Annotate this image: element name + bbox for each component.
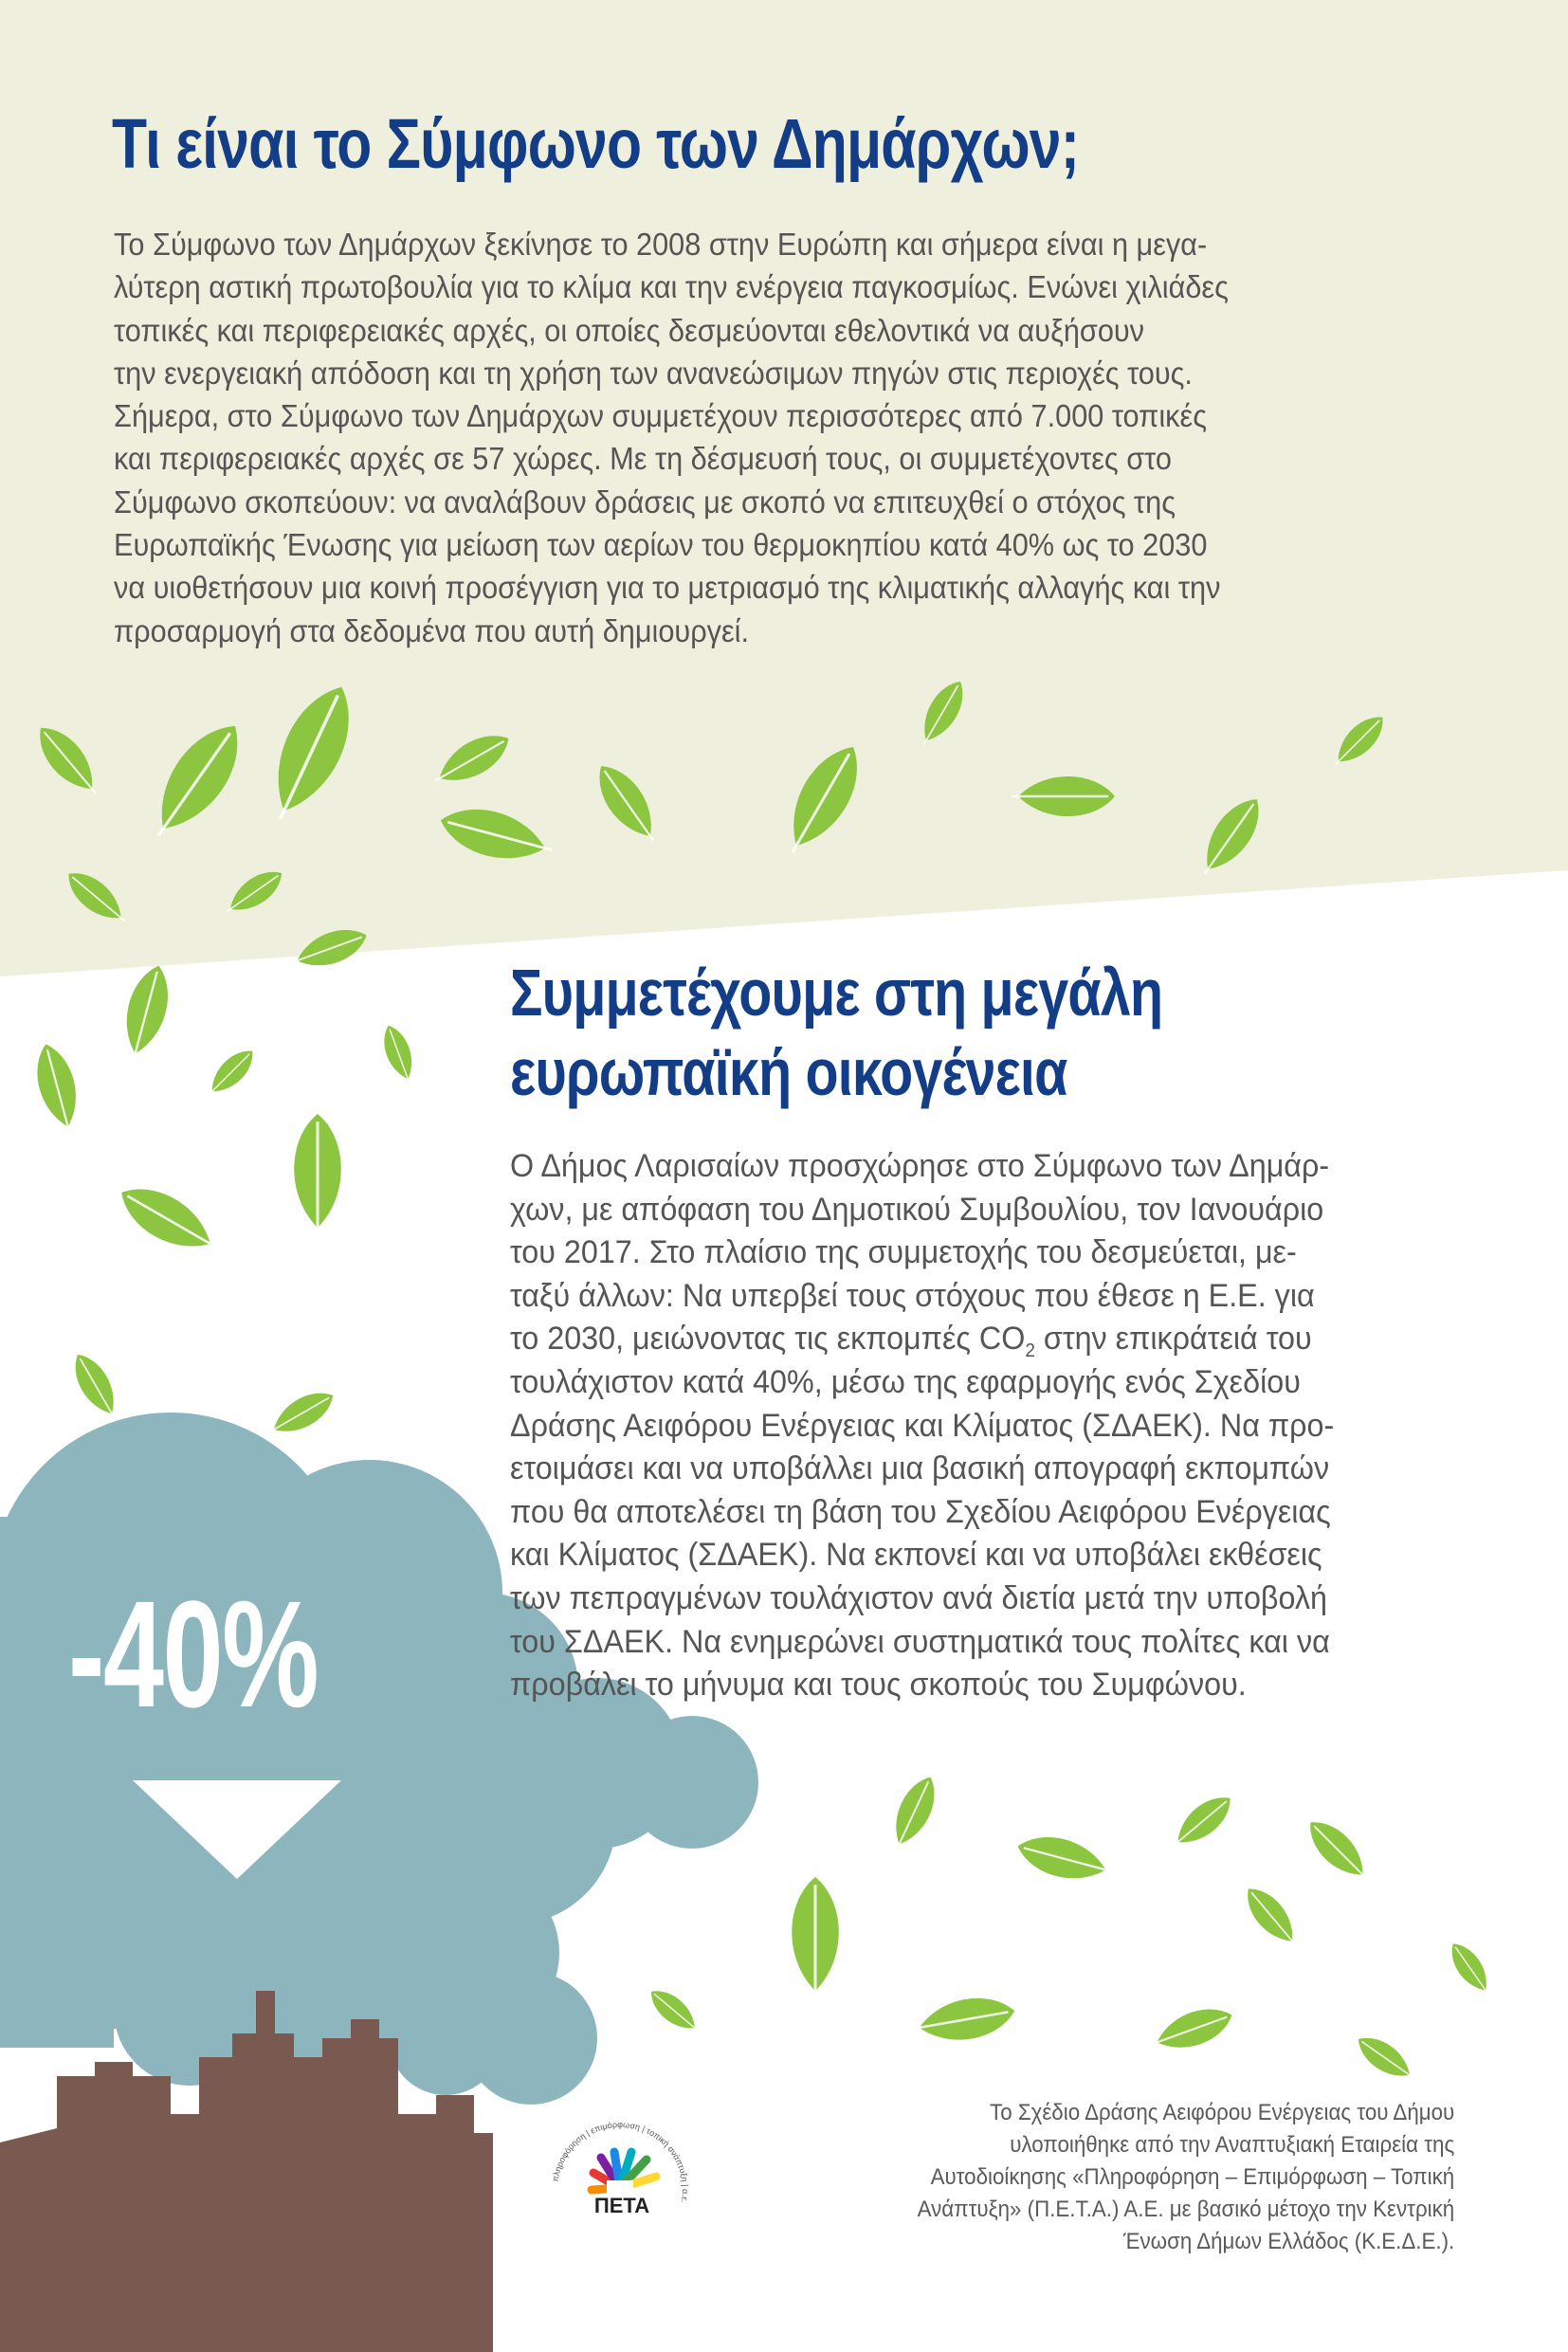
membership-line: τουλάχιστον κατά 40%, μέσω της εφαρμογής ενός Σχεδίου — [510, 1363, 1301, 1400]
membership-title-line: Συμμετέχουμε στη μεγάλη — [510, 956, 1163, 1030]
credit-line: Αυτοδιοίκησης «Πληροφόρηση – Επιμόρφωση – Τοπική — [930, 2164, 1454, 2190]
logo-ring-text: πληροφόρηση | επιμόρφωση | τοπική ανάπτυξη | α.ε. — [550, 2119, 691, 2204]
intro-line: να υιοθετήσουν μια κοινή προσέγγιση για το μετριασμό της κλιματικής αλλαγής και την — [114, 570, 1221, 606]
credit-line: Ένωση Δήμων Ελλάδος (Κ.Ε.Δ.Ε.). — [1122, 2229, 1454, 2254]
credit-line: Το Σχέδιο Δράσης Αειφόρου Ενέργειας του Δήμου — [989, 2100, 1454, 2125]
co2-before: το 2030, μειώνοντας τις εκπομπές CO — [510, 1321, 1026, 1358]
membership-line: προβάλει το μήνυμα και τους σκοπούς του Συμφώνου. — [510, 1667, 1247, 1704]
credit-line: Ανάπτυξη» (Π.Ε.Τ.Α.) Α.Ε. με βασικό μέτοχο την Κεντρική — [917, 2197, 1454, 2222]
intro-line: προσαρμογή στα δεδομένα που αυτή δημιουργεί. — [114, 612, 750, 648]
membership-line: ταξύ άλλων: Να υπερβεί τους στόχους που έθεσε η Ε.Ε. για — [510, 1277, 1315, 1314]
membership-line: του 2017. Στο πλαίσιο της συμμετοχής του δεσμεύεται, με- — [510, 1234, 1297, 1271]
intro-line: Το Σύμφωνο των Δημάρχων ξεκίνησε το 2008 στην Ευρώπη και σήμερα είναι η μεγα- — [114, 227, 1208, 262]
membership-line: Δράσης Αειφόρου Ενέργειας και Κλίματος (ΣΔΑΕΚ). Να προ- — [510, 1407, 1335, 1444]
logo-name: ΠΕΤΑ — [593, 2194, 650, 2217]
membership-title — [510, 953, 1162, 1112]
membership-line: Ο Δήμος Λαρισαίων προσχώρησε στο Σύμφωνο των Δημάρ- — [510, 1148, 1330, 1184]
intro-line: την ενεργειακή απόδοση και τη χρήση των ανανεώσιμων πηγών στις περιοχές τους. — [114, 355, 1193, 391]
membership-title-line: ευρωπαϊκή οικογένεια — [510, 1035, 1067, 1109]
membership-line: του ΣΔΑΕΚ. Να ενημερώνει συστηματικά τους πολίτες και να — [510, 1623, 1330, 1660]
membership-line: των πεπραγμένων τουλάχιστον ανά διετία μετά την υποβολή — [510, 1579, 1327, 1616]
intro-line: Ευρωπαϊκής Ένωσης για μείωση των αερίων του θερμοκηπίου κατά 40% ως το 2030 — [114, 527, 1208, 563]
co2-after: στην επικράτειά του — [1034, 1321, 1312, 1358]
intro-title: Τι είναι το Σύμφωνο των Δημάρχων; — [112, 104, 1080, 183]
membership-line: χων, με απόφαση του Δημοτικού Συμβουλίου, τον Ιανουάριο — [510, 1191, 1324, 1228]
membership-line: ετοιμάσει και να υποβάλλει μια βασική απογραφή εκπομπών — [510, 1450, 1330, 1487]
membership-paragraph — [510, 1145, 1377, 1707]
credit-text — [877, 2097, 1454, 2258]
co2-subscript: 2 — [1025, 1340, 1035, 1362]
intro-line: τοπικές και περιφερειακές αρχές, οι οποίες δεσμεύονται εθελοντικά να αυξήσουν — [114, 312, 1145, 348]
peta-logo — [544, 2114, 696, 2266]
intro-line: και περιφερειακές αρχές σε 57 χώρες. Με τη δέσμευσή τους, οι συμμετέχοντες στο — [114, 441, 1172, 477]
membership-line: και Κλίματος (ΣΔΑΕΚ). Να εκπονεί και να υποβάλει εκθέσεις — [510, 1537, 1322, 1574]
reduction-target-label: -40% — [68, 1569, 319, 1739]
credit-line: υλοποιήθηκε από την Αναπτυξιακή Εταιρεία της — [1010, 2132, 1454, 2158]
intro-paragraph — [114, 223, 1312, 652]
intro-line: Σύμφωνο σκοπεύουν: να αναλάβουν δράσεις με σκοπό να επιτευχθεί ο στόχος της — [114, 483, 1176, 520]
intro-line: Σήμερα, στο Σύμφωνο των Δημάρχων συμμετέχουν περισσότερες από 7.000 τοπικές — [114, 398, 1207, 434]
membership-line: που θα αποτελέσει τη βάση του Σχεδίου Αειφόρου Ενέργειας — [510, 1493, 1331, 1530]
intro-line: λύτερη αστική πρωτοβουλία για το κλίμα και την ενέργεια παγκοσμίως. Ενώνει χιλιάδες — [114, 269, 1229, 305]
membership-line-co2 — [510, 1318, 1334, 1361]
